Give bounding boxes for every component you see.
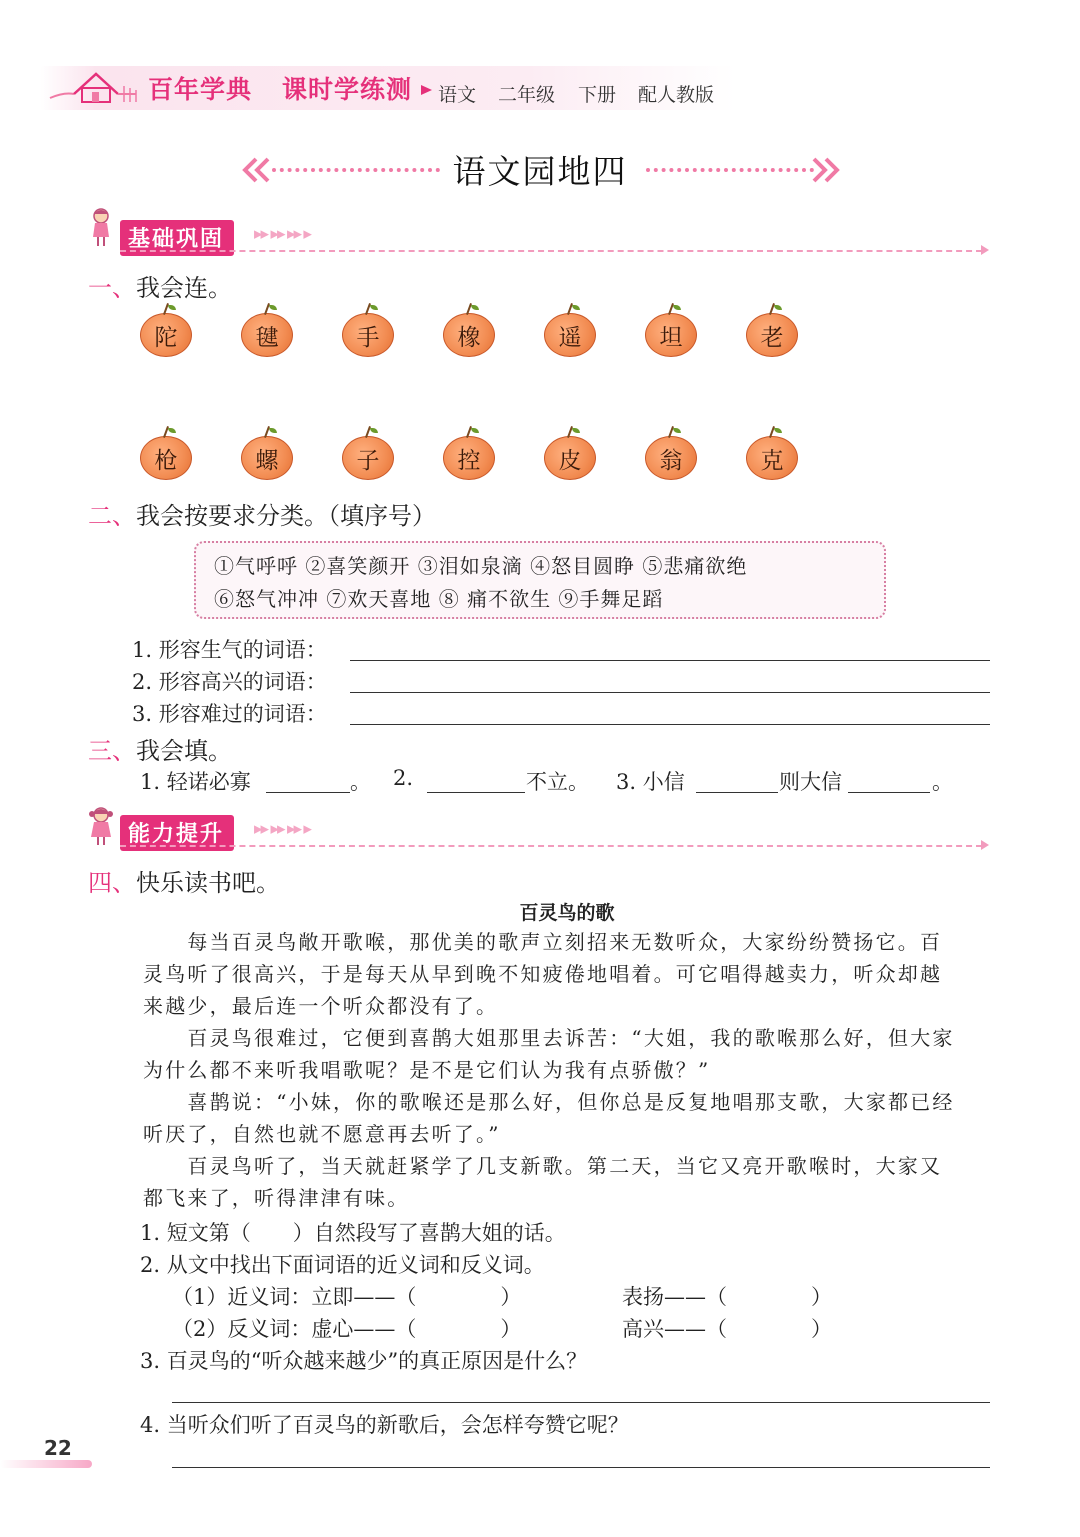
peach-character: 皮 bbox=[544, 436, 596, 480]
peach-leaf-icon bbox=[774, 305, 782, 310]
peach-character-card[interactable] bbox=[140, 436, 192, 480]
classify-angry-answer-line[interactable] bbox=[350, 660, 990, 661]
paragraph-1 bbox=[143, 926, 1003, 1022]
sub-question-4: 4. 当听众们听了百灵鸟的新歌后，会怎样夸赞它呢？ bbox=[140, 1413, 629, 1437]
peach-leaf-icon bbox=[168, 305, 176, 310]
paragraph-3 bbox=[143, 1086, 1003, 1150]
classify-sad-answer-line[interactable] bbox=[350, 724, 990, 725]
section-banner-basic: 基础巩固 bbox=[120, 220, 234, 256]
series-name: 课时学练测 bbox=[282, 75, 413, 104]
divider-arrow-2-icon bbox=[980, 839, 990, 851]
fill-blank-3a[interactable] bbox=[696, 792, 778, 793]
house-logo-icon bbox=[44, 64, 140, 104]
classify-happy-label: 2. 形容高兴的词语： bbox=[132, 670, 327, 694]
sub-question-1: 1. 短文第（ ）自然段写了喜鹊大姐的话。 bbox=[140, 1221, 566, 1245]
peach-character: 坦 bbox=[645, 313, 697, 357]
header-volume: 下册 bbox=[578, 84, 617, 106]
peach-character-card[interactable] bbox=[746, 313, 798, 357]
peach-character: 克 bbox=[746, 436, 798, 480]
word-list-line-1: ①气呼呼 ②喜笑颜开 ③泪如泉滴 ④怒目圆睁 ⑤悲痛欲绝 bbox=[214, 554, 748, 578]
peach-leaf-icon bbox=[269, 428, 277, 433]
title-rule-right bbox=[646, 168, 814, 172]
paragraph-line: 灵鸟听了很高兴，于是每天从早到晚不知疲倦地唱着。可它唱得越卖力，听众却越 bbox=[143, 962, 943, 986]
peach-leaf-icon bbox=[774, 428, 782, 433]
peach-character: 翁 bbox=[645, 436, 697, 480]
peach-leaf-icon bbox=[168, 428, 176, 433]
banner-arrows-2-icon: ▸▸ ▸▸ ▸▸ ▸ bbox=[254, 819, 310, 839]
q4-number: 四、 bbox=[88, 869, 136, 897]
peach-character-card[interactable] bbox=[544, 313, 596, 357]
peach-leaf-icon bbox=[673, 305, 681, 310]
q1-number: 一、 bbox=[88, 274, 136, 302]
peach-leaf-icon bbox=[370, 428, 378, 433]
peach-leaf-icon bbox=[471, 305, 479, 310]
double-chevron-right-icon bbox=[810, 157, 840, 183]
peach-character-card[interactable] bbox=[544, 436, 596, 480]
peach-character: 遥 bbox=[544, 313, 596, 357]
antonym-item: （2）反义词：虚心——（ ） bbox=[172, 1317, 522, 1341]
peach-character: 老 bbox=[746, 313, 798, 357]
divider-arrow-icon bbox=[980, 244, 990, 256]
header-edition: 配人教版 bbox=[638, 84, 715, 106]
synonym-item-2: 表扬——（ ） bbox=[622, 1285, 832, 1309]
paragraph-line: 喜鹊说：“小妹，你的歌喉还是那么好，但你总是反复地唱那支歌，大家都已经 bbox=[143, 1090, 955, 1114]
q1-title: 我会连。 bbox=[136, 274, 232, 302]
peach-character-card[interactable] bbox=[241, 313, 293, 357]
q3-heading bbox=[88, 731, 232, 766]
peach-character-card[interactable] bbox=[342, 436, 394, 480]
fill-item-3-mid: 则大信 bbox=[779, 770, 842, 794]
peach-character: 螺 bbox=[241, 436, 293, 480]
answer-line-4[interactable] bbox=[172, 1467, 990, 1468]
paragraph-line: 百灵鸟听了，当天就赶紧学了几支新歌。第二天，当它又亮开歌喉时，大家又 bbox=[143, 1154, 943, 1178]
paragraph-2 bbox=[143, 1022, 1003, 1086]
peach-leaf-icon bbox=[572, 305, 580, 310]
peach-character-card[interactable] bbox=[645, 313, 697, 357]
banner-arrows-icon: ▸▸ ▸▸ ▸▸ ▸ bbox=[254, 224, 310, 244]
sub-question-3: 3. 百灵鸟的“听众越来越少”的真正原因是什么？ bbox=[140, 1349, 588, 1373]
fill-item-3-end: 。 bbox=[932, 770, 953, 794]
fill-blank-2[interactable] bbox=[427, 792, 525, 793]
paragraph-line: 都飞来了，听得津津有味。 bbox=[143, 1186, 410, 1210]
peach-character-card[interactable] bbox=[342, 313, 394, 357]
peach-character-card[interactable] bbox=[746, 436, 798, 480]
antonym-item-2: 高兴——（ ） bbox=[622, 1317, 832, 1341]
peach-leaf-icon bbox=[370, 305, 378, 310]
peach-character-card[interactable] bbox=[443, 313, 495, 357]
synonym-item: （1）近义词：立即——（ ） bbox=[172, 1285, 522, 1309]
classify-happy-answer-line[interactable] bbox=[350, 692, 990, 693]
peach-leaf-icon bbox=[471, 428, 479, 433]
peach-character: 毽 bbox=[241, 313, 293, 357]
classify-sad-label: 3. 形容难过的词语： bbox=[132, 702, 327, 726]
q3-title: 我会填。 bbox=[136, 737, 232, 765]
q2-number: 二、 bbox=[88, 502, 136, 530]
section-banner-ability: 能力提升 bbox=[120, 815, 234, 851]
peach-character: 陀 bbox=[140, 313, 192, 357]
story-passage bbox=[143, 926, 1003, 1214]
section-divider-2 bbox=[120, 845, 982, 847]
q2-heading bbox=[88, 496, 436, 531]
header-grade: 二年级 bbox=[498, 84, 556, 106]
girl-mascot-icon bbox=[90, 207, 112, 247]
peach-character-card[interactable] bbox=[645, 436, 697, 480]
peach-leaf-icon bbox=[269, 305, 277, 310]
fill-item-2: 2. bbox=[393, 766, 414, 790]
section-divider bbox=[120, 250, 982, 252]
peach-leaf-icon bbox=[673, 428, 681, 433]
fill-item-1-end: 。 bbox=[350, 770, 371, 794]
peach-character: 手 bbox=[342, 313, 394, 357]
q4-heading bbox=[88, 863, 280, 898]
peach-character: 橡 bbox=[443, 313, 495, 357]
peach-character-card[interactable] bbox=[443, 436, 495, 480]
sub-question-2: 2. 从文中找出下面词语的近义词和反义词。 bbox=[140, 1253, 545, 1277]
fill-blank-3b[interactable] bbox=[848, 792, 930, 793]
fill-item-2-end: 不立。 bbox=[526, 770, 589, 794]
fill-item-3: 3. 小信 bbox=[616, 770, 685, 794]
header-subject: 语文 bbox=[438, 84, 477, 106]
q4-title: 快乐读书吧。 bbox=[136, 869, 280, 897]
q2-title: 我会按要求分类。（填序号） bbox=[136, 502, 436, 530]
paragraph-4 bbox=[143, 1150, 1003, 1214]
word-list-line-2: ⑥怒气冲冲 ⑦欢天喜地 ⑧ 痛不欲生 ⑨手舞足蹈 bbox=[214, 587, 664, 611]
page-number: 22 bbox=[44, 1436, 72, 1460]
paragraph-line: 每当百灵鸟敞开歌喉，那优美的歌声立刻招来无数听众，大家纷纷赞扬它。百 bbox=[143, 930, 943, 954]
classify-angry-label: 1. 形容生气的词语： bbox=[132, 638, 327, 662]
page-title: 语文园地四 bbox=[452, 152, 628, 191]
paragraph-line: 为什么都不来听我唱歌呢？是不是它们认为我有点骄傲？” bbox=[143, 1058, 711, 1082]
brand-name: 百年学典 bbox=[148, 75, 253, 104]
paragraph-line: 听厌了，自然也就不愿意再去听了。” bbox=[143, 1122, 501, 1146]
q1-heading bbox=[88, 268, 232, 303]
peach-character: 控 bbox=[443, 436, 495, 480]
peach-character: 子 bbox=[342, 436, 394, 480]
peach-character: 枪 bbox=[140, 436, 192, 480]
paragraph-line: 百灵鸟很难过，它便到喜鹊大姐那里去诉苦：“大姐，我的歌喉那么好，但大家 bbox=[143, 1026, 955, 1050]
fill-blank-1[interactable] bbox=[266, 792, 350, 793]
peach-leaf-icon bbox=[572, 428, 580, 433]
peach-character-card[interactable] bbox=[140, 313, 192, 357]
paragraph-line: 来越少，最后连一个听众都没有了。 bbox=[143, 994, 499, 1018]
q3-number: 三、 bbox=[88, 737, 136, 765]
page-corner-stripe bbox=[0, 1460, 92, 1468]
peach-character-card[interactable] bbox=[241, 436, 293, 480]
girl-mascot-2-icon bbox=[88, 806, 114, 846]
answer-line-3[interactable] bbox=[172, 1402, 990, 1403]
arrow-marker-icon bbox=[420, 84, 434, 96]
story-title: 百灵鸟的歌 bbox=[519, 902, 615, 924]
fill-item-1: 1. 轻诺必寡 bbox=[140, 770, 251, 794]
